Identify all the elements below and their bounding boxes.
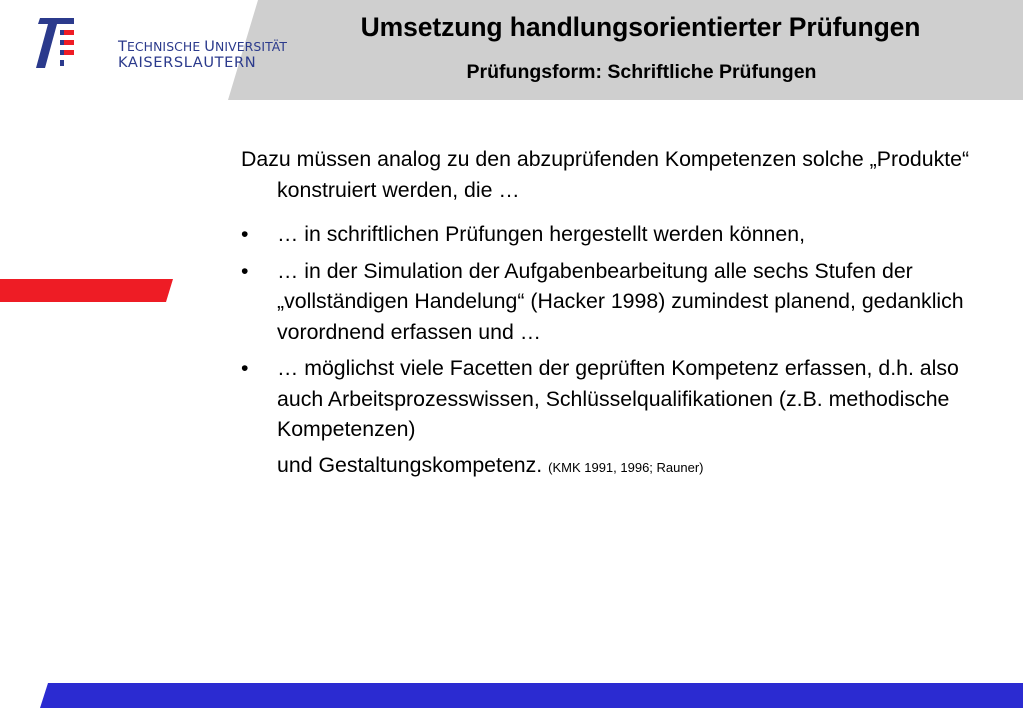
- bullet-text: … in der Simulation der Aufgabenbearbeitung alle sechs Stufen der „vollständigen Handelung“ (Hacker 1998) zumindest planend, gedanklich vorordnend erfassen und …: [277, 258, 964, 344]
- bullet-icon: •: [241, 222, 249, 246]
- logo-university-name: TECHNISCHE UNIVERSITÄT: [118, 39, 288, 55]
- slide-title: Umsetzung handlungsorientierter Prüfungen: [360, 12, 921, 42]
- bullet-list: [241, 219, 991, 488]
- bullet-item: [241, 256, 991, 348]
- logo-city-name: KAISERSLAUTERN: [118, 54, 257, 71]
- intro-text: Dazu müssen analog zu den abzuprüfenden Kompetenzen solche „Produkte“ konstruiert werden, die …: [241, 147, 970, 202]
- tu-emblem-icon: [30, 16, 110, 72]
- red-accent-bar: [0, 279, 175, 304]
- bullet-item: [241, 353, 991, 488]
- bullet-item: [241, 219, 991, 250]
- citation: (KMK 1991, 1996; Rauner): [548, 459, 704, 475]
- bullet-icon: •: [241, 258, 249, 283]
- bullet-last-line: [277, 445, 991, 488]
- university-logo: [30, 16, 288, 72]
- bullet-icon: •: [241, 356, 249, 380]
- slide-content: [241, 144, 991, 494]
- slide-subtitle: Prüfungsform: Schriftliche Prüfungen: [466, 61, 817, 83]
- blue-footer-bar: [0, 683, 1023, 708]
- bullet-text: … möglichst viele Facetten der geprüften Kompetenz erfassen, d.h. also auch Arbeitsprozesswissen, Schlüsselqualifikationen (z.B. methodische Kompetenzen): [277, 356, 959, 441]
- bullet-text-end: und Gestaltungskompetenz.: [277, 452, 543, 477]
- bullet-text: … in schriftlichen Prüfungen hergestellt werden können,: [277, 222, 805, 246]
